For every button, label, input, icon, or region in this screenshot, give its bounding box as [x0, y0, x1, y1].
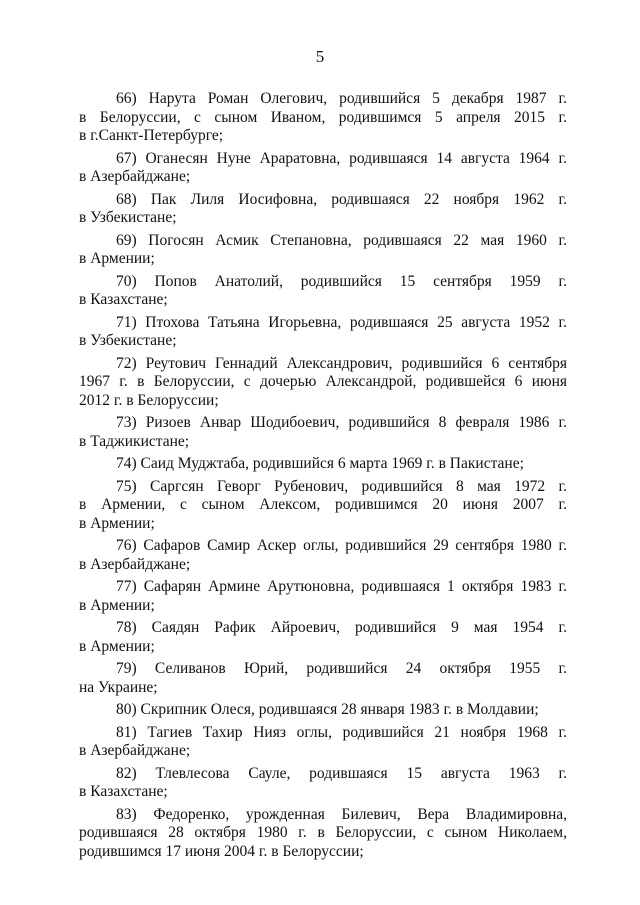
document-body — [79, 90, 567, 865]
entry-first-line: 77) Сафарян Армине Арутюновна, родившаяся 1 октября 1983 г. — [116, 578, 567, 595]
list-item — [79, 273, 567, 310]
list-item — [79, 232, 567, 269]
entry-first-line: 70) Попов Анатолий, родившийся 15 сентября 1959 г. — [116, 272, 567, 290]
entry-first-line: 68) Пак Лиля Иосифовна, родившаяся 22 ноября 1962 г. — [116, 190, 567, 208]
list-item — [79, 578, 567, 615]
list-item — [79, 806, 567, 862]
entry-line: в Узбекистане; — [79, 332, 177, 349]
entry-first-line: 69) Погосян Асмик Степановна, родившаяся 22 мая 1960 г. — [116, 231, 567, 249]
page-number: 5 — [315, 47, 325, 66]
list-item — [79, 478, 567, 534]
list-item — [79, 314, 567, 351]
entry-line: в Казахстане; — [79, 783, 168, 800]
entry-first-line: 75) Саргсян Геворг Рубенович, родившийся 8 мая 1972 г. — [116, 477, 567, 495]
list-item — [79, 765, 567, 802]
entry-line: в Узбекистане; — [79, 209, 177, 226]
entry-line: в Белоруссии, с сыном Иваном, родившимся 5 апреля 2015 г. — [79, 108, 567, 126]
list-item — [79, 355, 567, 411]
entry-line: родившаяся 28 октября 1980 г. в Белоруссии, с сыном Николаем, — [79, 824, 567, 841]
entry-line: в Казахстане; — [79, 291, 168, 308]
entry-first-line: 82) Тлевлесова Сауле, родившаяся 15 августа 1963 г. — [116, 764, 567, 782]
entry-first-line: 78) Саядян Рафик Айроевич, родившийся 9 мая 1954 г. — [116, 619, 567, 636]
entry-first-line: 71) Птохова Татьяна Игорьевна, родившаяся 25 августа 1952 г. — [116, 313, 567, 331]
list-item — [79, 90, 567, 146]
list-item — [79, 455, 567, 474]
list-item — [79, 414, 567, 451]
entry-first-line: 79) Селиванов Юрий, родившийся 24 октября 1955 г. — [116, 660, 567, 677]
entry-first-line: 80) Скрипник Олеся, родившаяся 28 января 1983 г. в Молдавии; — [116, 701, 539, 718]
entry-line: в Азербайджане; — [79, 168, 191, 185]
list-item — [79, 619, 567, 656]
entry-line: в Азербайджане; — [79, 555, 191, 573]
entry-line: в Армении; — [79, 250, 155, 267]
entry-line: в Армении; — [79, 596, 155, 614]
entry-first-line: 67) Оганесян Нуне Араратовна, родившаяся 14 августа 1964 г. — [116, 149, 567, 167]
entry-line: 2012 г. в Белоруссии; — [79, 391, 219, 409]
list-item — [79, 191, 567, 228]
entry-line: в Армении; — [79, 514, 155, 532]
entry-first-line: 72) Реутович Геннадий Александрович, родившийся 6 сентября — [116, 354, 567, 372]
list-item — [79, 150, 567, 187]
entry-line: в Армении; — [79, 637, 155, 655]
entry-line: на Украине; — [79, 678, 158, 696]
entry-line: 1967 г. в Белоруссии, с дочерью Александрой, родившейся 6 июня — [79, 373, 567, 390]
entry-first-line: 66) Нарута Роман Олегович, родившийся 5 декабря 1987 г. — [116, 90, 567, 107]
list-item — [79, 537, 567, 574]
entry-line: в г.Санкт-Петербурге; — [79, 127, 224, 144]
entry-first-line: 81) Тагиев Тахир Нияз оглы, родившийся 21 ноября 1968 г. — [116, 723, 567, 741]
entry-first-line: 74) Саид Муджтаба, родившийся 6 марта 1969 г. в Пакистане; — [116, 455, 524, 472]
entry-first-line: 73) Ризоев Анвар Шодибоевич, родившийся 8 февраля 1986 г. — [116, 414, 567, 431]
entry-line: в Азербайджане; — [79, 742, 191, 759]
entry-line: в Армении, с сыном Алексом, родившимся 20 июня 2007 г. — [79, 496, 567, 513]
entry-line: в Таджикистане; — [79, 432, 190, 450]
list-item — [79, 660, 567, 697]
list-item — [79, 724, 567, 761]
entry-first-line: 76) Сафаров Самир Аскер оглы, родившийся 29 сентября 1980 г. — [116, 537, 567, 554]
entry-first-line: 83) Федоренко, урожденная Билевич, Вера Владимировна, — [116, 805, 567, 823]
list-item — [79, 701, 567, 720]
entry-line: родившимся 17 июня 2004 г. в Белоруссии; — [79, 842, 364, 860]
